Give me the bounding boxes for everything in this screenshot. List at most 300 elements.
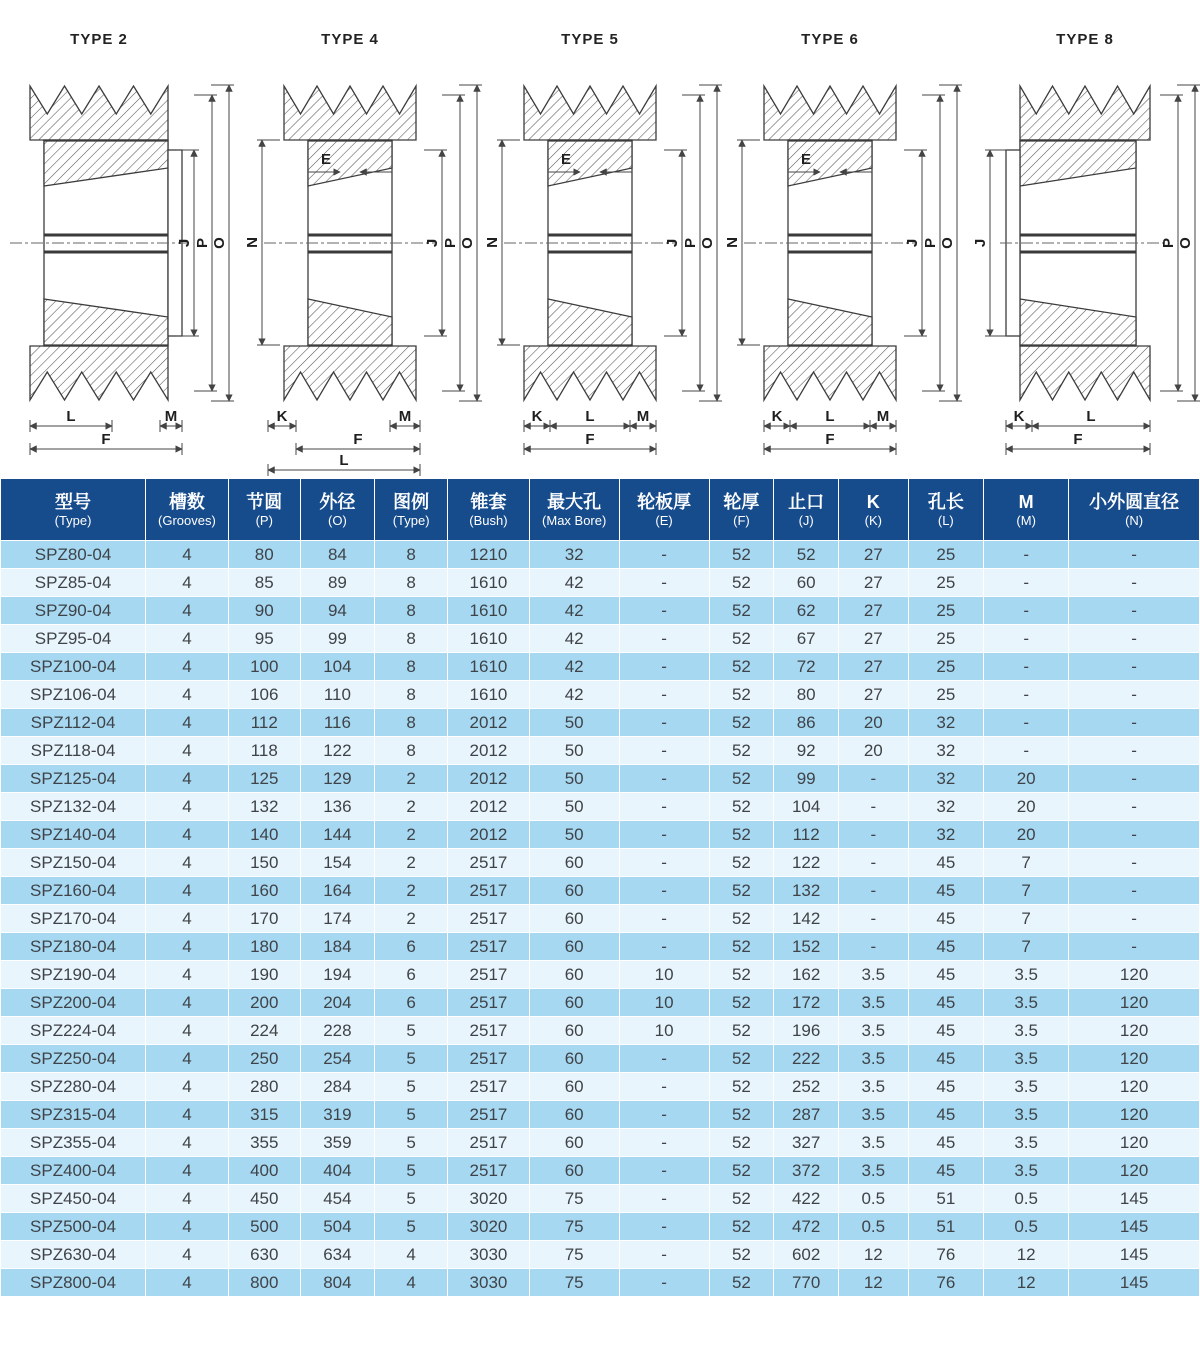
table-cell: 3.5 <box>839 1101 909 1129</box>
table-cell: 27 <box>839 569 909 597</box>
table-row <box>1 1101 1200 1129</box>
table-cell: 2517 <box>448 933 530 961</box>
table-cell: 120 <box>1069 989 1200 1017</box>
table-cell: SPZ800-04 <box>1 1269 146 1297</box>
column-header-2 <box>228 479 300 541</box>
table-cell: 52 <box>709 989 774 1017</box>
table-cell: 32 <box>908 737 984 765</box>
dim-label-O: O <box>939 237 956 249</box>
dim-label-F: F <box>353 431 363 448</box>
column-header-zh: 轮板厚 <box>637 491 692 512</box>
table-cell: 359 <box>300 1129 374 1157</box>
table-cell: 190 <box>228 961 300 989</box>
table-cell: 422 <box>774 1185 839 1213</box>
table-cell: 3.5 <box>839 1017 909 1045</box>
table-cell: SPZ100-04 <box>1 653 146 681</box>
table-cell: 2517 <box>448 1073 530 1101</box>
table-cell: 12 <box>839 1241 909 1269</box>
table-cell: - <box>619 849 709 877</box>
table-cell: 42 <box>529 681 619 709</box>
table-cell: 3.5 <box>839 1129 909 1157</box>
table-cell: 52 <box>709 709 774 737</box>
table-cell: 3.5 <box>839 961 909 989</box>
column-header-12 <box>984 479 1069 541</box>
table-cell: 3030 <box>448 1269 530 1297</box>
table-cell: 180 <box>228 933 300 961</box>
table-cell: 224 <box>228 1017 300 1045</box>
table-cell: SPZ140-04 <box>1 821 146 849</box>
table-cell: 20 <box>984 765 1069 793</box>
column-header-zh: 止口 <box>788 491 825 512</box>
table-cell: 4 <box>146 569 229 597</box>
table-cell: SPZ160-04 <box>1 877 146 905</box>
table-cell: 52 <box>709 877 774 905</box>
table-cell: - <box>984 569 1069 597</box>
dim-label-E: E <box>560 151 572 168</box>
dim-label-M: M <box>164 408 178 425</box>
table-cell: 145 <box>1069 1269 1200 1297</box>
table-cell: 144 <box>300 821 374 849</box>
drawing-type-8 <box>972 31 1200 455</box>
table-cell: 112 <box>774 821 839 849</box>
table-cell: 4 <box>146 765 229 793</box>
table-cell: 60 <box>529 1129 619 1157</box>
table-row <box>1 737 1200 765</box>
table-cell: 50 <box>529 737 619 765</box>
table-cell: 172 <box>774 989 839 1017</box>
table-cell: 99 <box>300 625 374 653</box>
table-cell: 2517 <box>448 1157 530 1185</box>
column-header-zh: 型号 <box>55 491 92 512</box>
table-cell: 27 <box>839 681 909 709</box>
table-cell: 8 <box>375 681 448 709</box>
table-cell: 4 <box>146 1017 229 1045</box>
table-cell: - <box>619 1045 709 1073</box>
table-cell: 150 <box>228 849 300 877</box>
table-cell: 60 <box>529 849 619 877</box>
table-cell: 164 <box>300 877 374 905</box>
table-cell: 104 <box>300 653 374 681</box>
table-cell: 99 <box>774 765 839 793</box>
table-cell: 3.5 <box>984 1017 1069 1045</box>
table-cell: - <box>984 737 1069 765</box>
table-cell: 4 <box>375 1241 448 1269</box>
table-cell: 4 <box>146 1269 229 1297</box>
table-cell: 10 <box>619 961 709 989</box>
table-cell: - <box>839 821 909 849</box>
table-cell: 1610 <box>448 597 530 625</box>
table-cell: 60 <box>529 1101 619 1129</box>
drawing-title: TYPE 4 <box>321 31 379 48</box>
table-cell: 89 <box>300 569 374 597</box>
table-cell: 75 <box>529 1269 619 1297</box>
table-cell: 194 <box>300 961 374 989</box>
table-cell: 4 <box>146 737 229 765</box>
dim-label-K: K <box>276 408 288 425</box>
table-cell: - <box>619 1185 709 1213</box>
table-cell: - <box>619 737 709 765</box>
table-cell: 52 <box>709 1213 774 1241</box>
table-cell: 122 <box>300 737 374 765</box>
table-cell: 140 <box>228 821 300 849</box>
table-row <box>1 989 1200 1017</box>
table-cell: 27 <box>839 597 909 625</box>
table-cell: 4 <box>146 681 229 709</box>
column-header-4 <box>375 479 448 541</box>
table-cell: 90 <box>228 597 300 625</box>
table-cell: 10 <box>619 989 709 1017</box>
column-header-en: (M) <box>1016 512 1036 528</box>
column-header-en: (P) <box>255 512 273 528</box>
column-header-5 <box>448 479 530 541</box>
table-cell: 60 <box>529 933 619 961</box>
table-cell: SPZ170-04 <box>1 905 146 933</box>
table-row <box>1 793 1200 821</box>
table-cell: 51 <box>908 1185 984 1213</box>
table-cell: 125 <box>228 765 300 793</box>
table-cell: 52 <box>709 1185 774 1213</box>
table-cell: 50 <box>529 793 619 821</box>
table-cell: 6 <box>375 961 448 989</box>
table-cell: 45 <box>908 989 984 1017</box>
table-cell: 110 <box>300 681 374 709</box>
table-cell: 2 <box>375 849 448 877</box>
table-cell: 75 <box>529 1185 619 1213</box>
table-cell: - <box>984 653 1069 681</box>
column-header-11 <box>908 479 984 541</box>
table-cell: 12 <box>984 1269 1069 1297</box>
column-header-en: (N) <box>1125 512 1144 528</box>
table-cell: 4 <box>146 933 229 961</box>
table-cell: 1210 <box>448 541 530 569</box>
dim-label-N: N <box>724 237 741 248</box>
table-cell: 800 <box>228 1269 300 1297</box>
table-cell: 4 <box>146 1073 229 1101</box>
table-cell: 52 <box>709 541 774 569</box>
table-cell: - <box>619 905 709 933</box>
table-cell: 284 <box>300 1073 374 1101</box>
table-cell: 450 <box>228 1185 300 1213</box>
table-row <box>1 933 1200 961</box>
table-cell: 4 <box>146 1213 229 1241</box>
table-cell: 504 <box>300 1213 374 1241</box>
table-cell: SPZ150-04 <box>1 849 146 877</box>
table-cell: 4 <box>146 821 229 849</box>
table-cell: 145 <box>1069 1213 1200 1241</box>
table-cell: 2517 <box>448 961 530 989</box>
table-cell: 95 <box>228 625 300 653</box>
table-cell: 319 <box>300 1101 374 1129</box>
table-cell: 45 <box>908 905 984 933</box>
dim-label-P: P <box>922 237 939 249</box>
table-cell: - <box>619 681 709 709</box>
column-header-zh: 小外圆直径 <box>1089 491 1180 512</box>
table-cell: 60 <box>529 1073 619 1101</box>
table-cell: SPZ106-04 <box>1 681 146 709</box>
table-cell: - <box>619 1241 709 1269</box>
table-cell: 80 <box>228 541 300 569</box>
table-cell: - <box>619 793 709 821</box>
table-cell: 5 <box>375 1101 448 1129</box>
column-header-zh: 图例 <box>393 491 430 512</box>
table-cell: 52 <box>709 737 774 765</box>
table-cell: 404 <box>300 1157 374 1185</box>
table-cell: 1610 <box>448 569 530 597</box>
table-cell: 60 <box>529 989 619 1017</box>
table-cell: - <box>839 877 909 905</box>
table-cell: 4 <box>146 541 229 569</box>
table-cell: 52 <box>709 1157 774 1185</box>
dim-label-P: P <box>682 237 699 249</box>
table-cell: - <box>1069 737 1200 765</box>
table-row <box>1 961 1200 989</box>
table-cell: SPZ190-04 <box>1 961 146 989</box>
table-cell: - <box>1069 541 1200 569</box>
dim-label-M: M <box>398 408 412 425</box>
column-header-6 <box>529 479 619 541</box>
table-cell: 60 <box>529 961 619 989</box>
table-cell: 52 <box>709 569 774 597</box>
table-cell: 8 <box>375 541 448 569</box>
table-cell: - <box>1069 597 1200 625</box>
table-cell: SPZ112-04 <box>1 709 146 737</box>
table-cell: 634 <box>300 1241 374 1269</box>
dim-label-K: K <box>531 408 543 425</box>
table-cell: 136 <box>300 793 374 821</box>
table-cell: 5 <box>375 1213 448 1241</box>
table-cell: 62 <box>774 597 839 625</box>
table-row <box>1 877 1200 905</box>
table-cell: SPZ450-04 <box>1 1185 146 1213</box>
table-cell: 76 <box>908 1269 984 1297</box>
table-cell: 45 <box>908 1101 984 1129</box>
table-cell: 27 <box>839 541 909 569</box>
table-cell: 4 <box>146 1129 229 1157</box>
table-cell: 250 <box>228 1045 300 1073</box>
dim-label-P: P <box>442 237 459 249</box>
table-body <box>1 541 1200 1297</box>
table-row <box>1 1045 1200 1073</box>
table-cell: 327 <box>774 1129 839 1157</box>
table-cell: 4 <box>146 625 229 653</box>
table-cell: SPZ630-04 <box>1 1241 146 1269</box>
table-cell: SPZ180-04 <box>1 933 146 961</box>
dim-label-L: L <box>825 408 835 425</box>
table-cell: 4 <box>146 1101 229 1129</box>
table-cell: 104 <box>774 793 839 821</box>
table-cell: 120 <box>1069 1073 1200 1101</box>
table-cell: - <box>984 681 1069 709</box>
table-cell: 25 <box>908 597 984 625</box>
table-cell: 52 <box>709 681 774 709</box>
dim-label-O: O <box>211 237 228 249</box>
table-cell: 3020 <box>448 1185 530 1213</box>
column-header-7 <box>619 479 709 541</box>
table-cell: 770 <box>774 1269 839 1297</box>
dim-label-F: F <box>825 431 835 448</box>
table-cell: 3.5 <box>984 1157 1069 1185</box>
column-header-en: (F) <box>733 512 750 528</box>
table-cell: 25 <box>908 653 984 681</box>
table-cell: SPZ500-04 <box>1 1213 146 1241</box>
table-cell: - <box>984 625 1069 653</box>
table-cell: 52 <box>709 849 774 877</box>
table-row <box>1 541 1200 569</box>
table-cell: 287 <box>774 1101 839 1129</box>
table-cell: 132 <box>228 793 300 821</box>
table-row <box>1 597 1200 625</box>
table-cell: 20 <box>839 709 909 737</box>
table-cell: SPZ118-04 <box>1 737 146 765</box>
table-cell: 52 <box>774 541 839 569</box>
table-cell: 152 <box>774 933 839 961</box>
dim-label-L: L <box>1086 408 1096 425</box>
table-cell: 120 <box>1069 1129 1200 1157</box>
table-cell: 2 <box>375 905 448 933</box>
table-cell: 25 <box>908 569 984 597</box>
table-cell: 20 <box>984 793 1069 821</box>
dim-label-K: K <box>1013 408 1025 425</box>
table-cell: 45 <box>908 877 984 905</box>
table-row <box>1 1129 1200 1157</box>
table-cell: 2012 <box>448 821 530 849</box>
dim-label-P: P <box>194 237 211 249</box>
table-cell: 60 <box>529 905 619 933</box>
table-cell: 154 <box>300 849 374 877</box>
table-cell: 122 <box>774 849 839 877</box>
table-cell: 12 <box>839 1269 909 1297</box>
table-cell: 4 <box>146 849 229 877</box>
column-header-10 <box>839 479 909 541</box>
table-cell: 32 <box>908 793 984 821</box>
table-cell: 86 <box>774 709 839 737</box>
table-cell: 4 <box>146 793 229 821</box>
dim-label-E: E <box>800 151 812 168</box>
table-cell: - <box>619 597 709 625</box>
table-cell: 3.5 <box>839 989 909 1017</box>
table-cell: 45 <box>908 1073 984 1101</box>
table-cell: - <box>839 849 909 877</box>
table-cell: 5 <box>375 1185 448 1213</box>
table-cell: - <box>984 597 1069 625</box>
table-cell: 52 <box>709 1073 774 1101</box>
drawing-title: TYPE 2 <box>70 31 128 48</box>
table-cell: 4 <box>146 961 229 989</box>
table-cell: 196 <box>774 1017 839 1045</box>
table-cell: 602 <box>774 1241 839 1269</box>
column-header-zh: 槽数 <box>168 491 205 512</box>
column-header-en: (E) <box>655 512 673 528</box>
table-cell: 52 <box>709 1241 774 1269</box>
table-cell: 52 <box>709 961 774 989</box>
drawing-type-4 <box>244 31 482 476</box>
column-header-en: (Max Bore) <box>542 512 607 528</box>
table-cell: 8 <box>375 737 448 765</box>
table-cell: 2517 <box>448 849 530 877</box>
drawing-title: TYPE 6 <box>801 31 859 48</box>
table-cell: - <box>619 1101 709 1129</box>
table-cell: 27 <box>839 653 909 681</box>
table-cell: SPZ90-04 <box>1 597 146 625</box>
column-header-zh: K <box>866 491 880 512</box>
table-cell: 106 <box>228 681 300 709</box>
column-header-zh: 轮厚 <box>723 491 760 512</box>
table-cell: - <box>1069 793 1200 821</box>
table-cell: 75 <box>529 1241 619 1269</box>
table-cell: 45 <box>908 1017 984 1045</box>
table-cell: - <box>619 625 709 653</box>
table-row <box>1 1185 1200 1213</box>
drawing-title: TYPE 5 <box>561 31 619 48</box>
table-cell: 8 <box>375 709 448 737</box>
column-header-zh: 节圆 <box>246 491 283 512</box>
table-cell: 804 <box>300 1269 374 1297</box>
table-cell: 4 <box>146 1185 229 1213</box>
table-cell: 52 <box>709 1129 774 1157</box>
dim-label-N: N <box>484 237 501 248</box>
column-header-3 <box>300 479 374 541</box>
table-cell: 52 <box>709 821 774 849</box>
drawing-title: TYPE 8 <box>1056 31 1114 48</box>
table-cell: 8 <box>375 597 448 625</box>
drawing-type-6 <box>724 31 962 455</box>
table-cell: 120 <box>1069 961 1200 989</box>
table-row <box>1 653 1200 681</box>
table-cell: 129 <box>300 765 374 793</box>
table-cell: 252 <box>774 1073 839 1101</box>
table-cell: 25 <box>908 541 984 569</box>
dim-label-F: F <box>585 431 595 448</box>
table-cell: 76 <box>908 1241 984 1269</box>
table-cell: 45 <box>908 1129 984 1157</box>
table-cell: - <box>1069 653 1200 681</box>
table-row <box>1 709 1200 737</box>
dim-label-O: O <box>699 237 716 249</box>
dim-label-F: F <box>101 431 111 448</box>
dim-label-E: E <box>320 151 332 168</box>
table-cell: 2012 <box>448 765 530 793</box>
column-header-en: (Type) <box>54 512 92 528</box>
table-cell: - <box>984 709 1069 737</box>
table-cell: 2517 <box>448 1017 530 1045</box>
table-cell: 10 <box>619 1017 709 1045</box>
table-cell: 472 <box>774 1213 839 1241</box>
column-header-zh: M <box>1018 491 1034 512</box>
dim-label-J: J <box>424 238 441 248</box>
table-cell: 3.5 <box>839 1073 909 1101</box>
table-cell: - <box>619 541 709 569</box>
table-cell: SPZ280-04 <box>1 1073 146 1101</box>
dim-label-P: P <box>1160 237 1177 249</box>
table-cell: 3.5 <box>839 1045 909 1073</box>
table-cell: 75 <box>529 1213 619 1241</box>
table-cell: SPZ80-04 <box>1 541 146 569</box>
column-header-zh: 孔长 <box>927 491 964 512</box>
column-header-en: (Bush) <box>469 512 508 528</box>
table-cell: 5 <box>375 1017 448 1045</box>
dim-label-O: O <box>459 237 476 249</box>
pulley-drawings <box>0 0 1200 478</box>
dim-label-M: M <box>876 408 890 425</box>
column-header-en: (Grooves) <box>158 512 216 528</box>
table-cell: - <box>1069 905 1200 933</box>
column-header-en: (O) <box>328 512 347 528</box>
table-cell: 170 <box>228 905 300 933</box>
table-cell: 120 <box>1069 1017 1200 1045</box>
table-cell: 2012 <box>448 709 530 737</box>
table-cell: SPZ315-04 <box>1 1101 146 1129</box>
table-cell: 32 <box>529 541 619 569</box>
